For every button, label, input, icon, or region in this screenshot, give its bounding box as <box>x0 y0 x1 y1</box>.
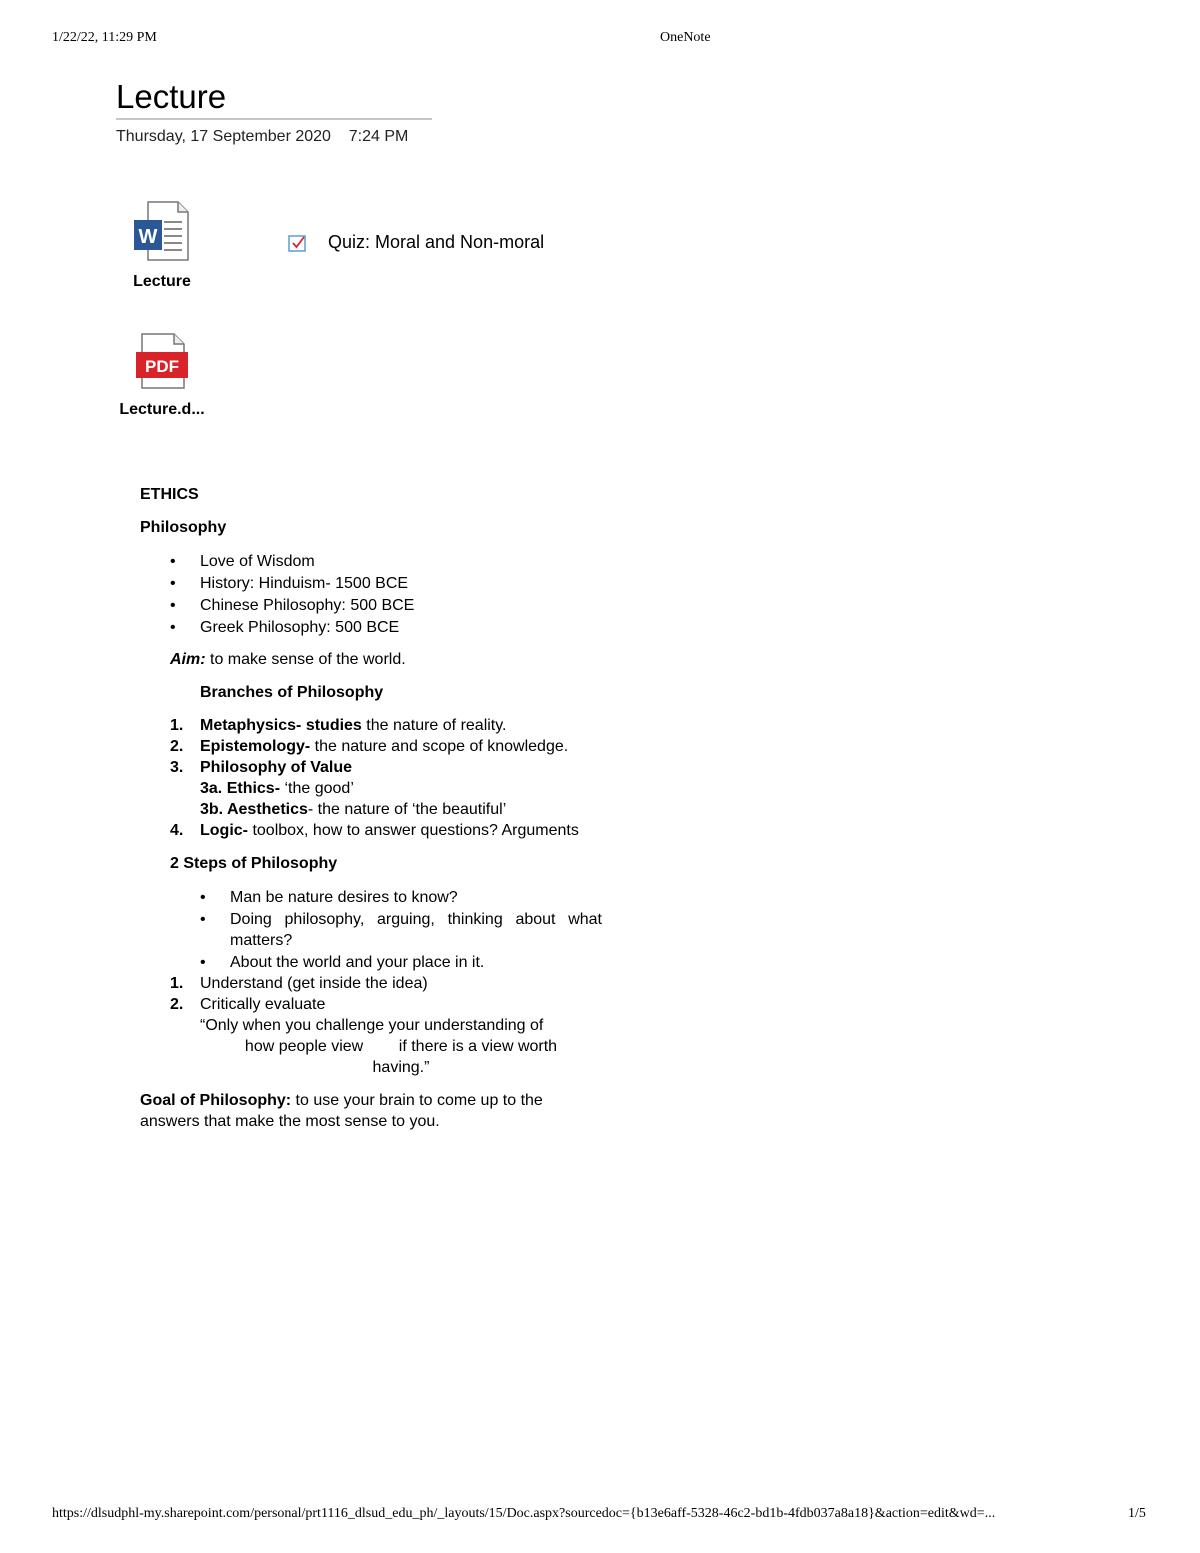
branches-list <box>140 715 602 841</box>
word-attachment-label: Lecture <box>133 273 191 290</box>
sub-branch-desc: ‘the good’ <box>280 780 354 797</box>
sub-branch-desc: - the nature of ‘the beautiful’ <box>307 801 507 818</box>
goal-paragraph <box>140 1090 580 1132</box>
goal-text: to use your brain to come up to the answers that make the most sense to you. <box>140 1092 543 1130</box>
pdf-attachment-label: Lecture.d... <box>119 401 205 418</box>
checkbox-check-icon <box>288 233 308 253</box>
heading-philosophy: Philosophy <box>140 519 227 536</box>
list-number: 2. <box>170 738 184 755</box>
list-number: 3. <box>170 759 184 776</box>
branches-heading: Branches of Philosophy <box>200 684 384 701</box>
quote-line: having.” <box>372 1059 430 1076</box>
aim-paragraph <box>170 649 602 670</box>
pdf-icon <box>136 357 188 394</box>
branch-desc: toolbox, how to answer questions? Arguments <box>248 822 579 839</box>
print-app-name: OneNote <box>660 30 711 45</box>
title-underline <box>116 118 432 120</box>
quote <box>200 1015 602 1078</box>
quote-line: how people view if there is a view worth <box>244 1038 558 1055</box>
branch-term: Metaphysics- studies <box>200 717 362 734</box>
quote-line: “Only when you challenge your understanding of <box>200 1017 544 1034</box>
page-number: 1/5 <box>1128 1506 1146 1521</box>
branch-term: Epistemology- <box>200 738 311 755</box>
list-item <box>140 820 602 841</box>
word-doc-icon <box>134 226 190 266</box>
page-date: Thursday, 17 September 2020 <box>116 128 331 145</box>
list-number: 1. <box>170 975 184 992</box>
list-item <box>140 757 602 820</box>
note-content <box>140 484 602 1132</box>
list-number: 2. <box>170 996 184 1013</box>
page-title: Lecture <box>116 78 227 115</box>
list-item: • Greek Philosophy: 500 BCE <box>140 617 602 638</box>
list-number: 1. <box>170 717 184 734</box>
steps-bullet-list <box>140 887 602 973</box>
pdf-attachment[interactable] <box>112 332 212 419</box>
philosophy-bullet-list <box>140 551 602 638</box>
step-text: Critically evaluate <box>200 996 326 1013</box>
heading-ethics: ETHICS <box>140 486 199 503</box>
steps-list <box>140 973 602 1015</box>
print-datetime: 1/22/22, 11:29 PM <box>52 30 157 45</box>
list-number: 4. <box>170 822 184 839</box>
list-item: • Man be nature desires to know? <box>140 887 602 908</box>
quiz-link[interactable] <box>288 232 544 253</box>
word-attachment[interactable] <box>118 200 206 291</box>
aim-text: to make sense of the world. <box>205 651 406 668</box>
pdf-badge: PDF <box>145 357 179 376</box>
sub-branch-term: 3a. Ethics- <box>200 780 281 797</box>
list-item <box>140 973 602 994</box>
list-item <box>140 736 602 757</box>
branch-desc: the nature and scope of knowledge. <box>310 738 569 755</box>
list-item: • About the world and your place in it. <box>140 952 602 973</box>
list-item: • History: Hinduism- 1500 BCE <box>140 573 602 594</box>
page-datetime <box>116 128 408 146</box>
list-item <box>140 715 602 736</box>
quiz-link-label: Quiz: Moral and Non-moral <box>328 232 545 252</box>
list-item: • Doing philosophy, arguing, thinking about what matters? <box>140 909 602 951</box>
step-text: Understand (get inside the idea) <box>200 975 428 992</box>
print-url: https://dlsudphl-my.sharepoint.com/personal/prt1116_dlsud_edu_ph/_layouts/15/Doc.aspx?sourcedoc={b13e6aff-5328-46c2-bd1b-4fdb037a8a18}&action=edit&wd=... <box>52 1506 996 1521</box>
list-item: • Love of Wisdom <box>140 551 602 572</box>
branch-term: Philosophy of Value <box>200 759 353 776</box>
aim-label: Aim: <box>170 651 206 668</box>
word-badge: W <box>138 226 158 248</box>
list-item <box>140 994 602 1015</box>
goal-label: Goal of Philosophy: <box>140 1092 292 1109</box>
steps-heading: 2 Steps of Philosophy <box>170 855 338 872</box>
list-item: • Chinese Philosophy: 500 BCE <box>140 595 602 616</box>
page-time: 7:24 PM <box>348 128 409 145</box>
branch-desc: the nature of reality. <box>361 717 507 734</box>
branch-term: Logic- <box>200 822 248 839</box>
sub-branch-term: 3b. Aesthetics <box>200 801 308 818</box>
